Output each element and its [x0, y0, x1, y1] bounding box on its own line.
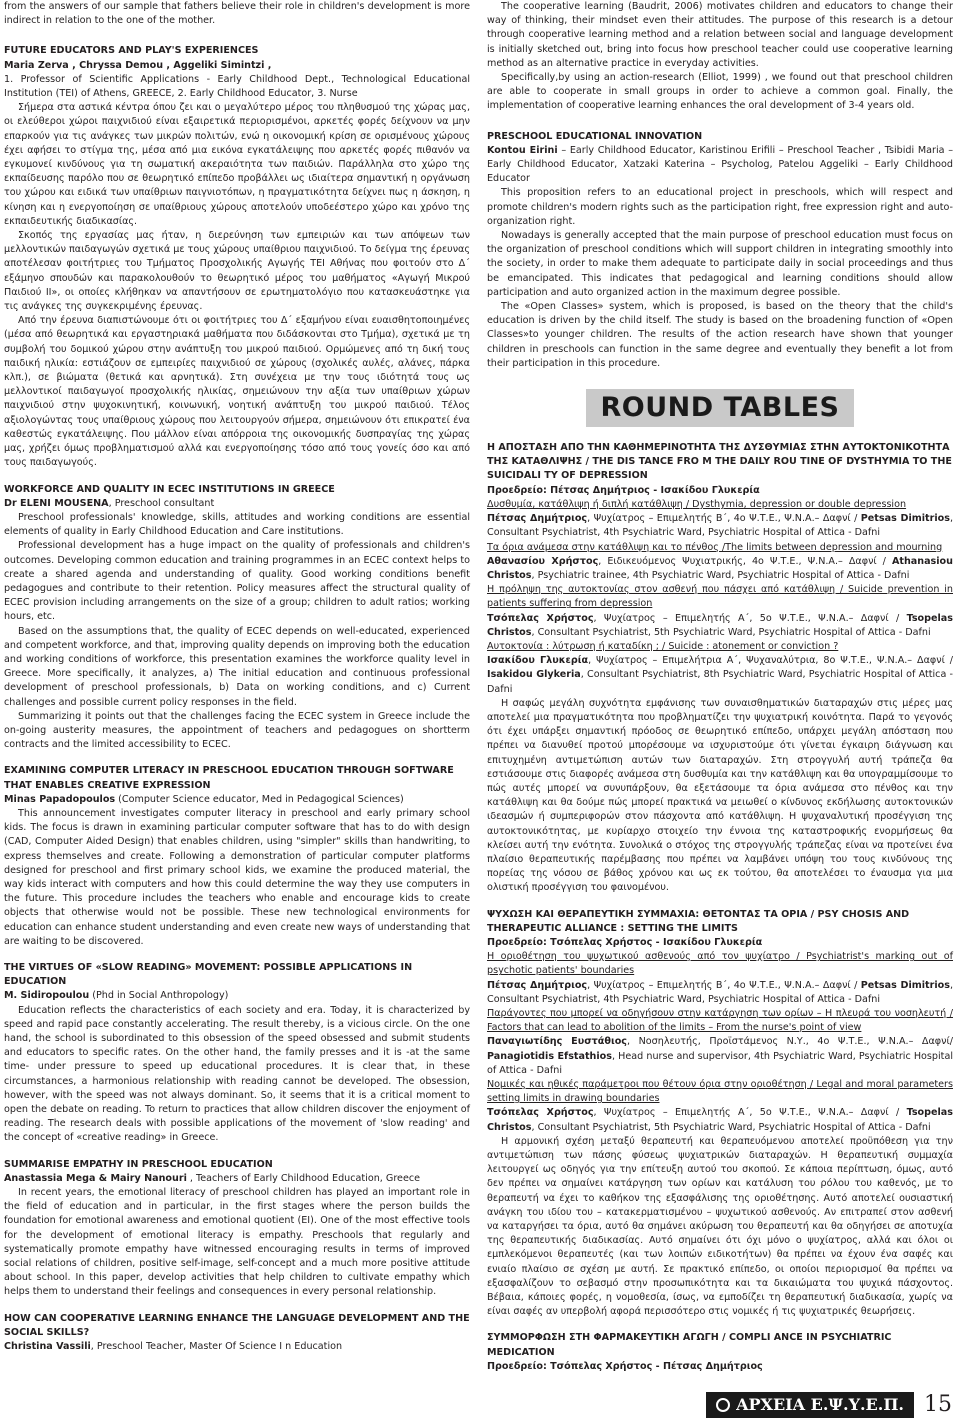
journal-logo [706, 1392, 914, 1418]
speaker-role-en: , Psychiatric trainee, 4th Psychiatric Ward, Psychiatric Hospital of Attica - Dafni [531, 569, 910, 581]
left-column [4, 0, 470, 1354]
right-column [487, 0, 953, 1374]
section-authors [4, 793, 470, 807]
paragraph: This announcement investigates computer literacy in preschool and early primary school kids. The focus is drawn in examining particular computer software that has to do with design (CAD, Computer Aided Design) that enables children, using "simpler" skills than handwriting, to express themselves and create. Following a demonstration of particular computer platforms designed for preschool and first primary school kids, we examine the produced material, the way kids interact with computers and how this could determine the way they use computers in the future. This procedure includes the teachers who enable and encourage kids to create objects that otherwise would not be possible. These new technological environments for education can enhance student understanding and even create new ways of understanding that are waiting to be discovered. [4, 807, 470, 947]
round-table-chairs: Προεδρείο: Τσόπελας Χρήστος - Πέτσας Δημήτριος [487, 1360, 763, 1372]
round-table-title: ΣΥΜΜΟΡΦΩΣΗ ΣΤΗ ΦΑΡΜΑΚΕΥΤΙΚΗ ΑΓΩΓΗ / COMPLI ANCE IN PSYCHIATRIC MEDICATION [487, 1332, 892, 1358]
author-role: (Phd in Social Anthropology) [89, 990, 229, 1002]
author-role: (Computer Science educator, Med in Pedagogical Sciences) [115, 793, 404, 805]
talk-title: Η πρόληψη της αυτοκτονίας στον ασθενή που πάσχει από κατάθλιψη / Suicide prevention in patients suffering from depression [487, 584, 953, 610]
talk-speaker [487, 654, 953, 697]
round-table-chairs: Προεδρείο: Πέτσας Δημήτριος - Ισακίδου Γλυκερία [487, 484, 760, 496]
talk-speaker [487, 1106, 953, 1134]
section-authors [487, 144, 953, 187]
speaker-name-en: Panagiotidis Efstathios [487, 1050, 612, 1062]
section-title: EXAMINING COMPUTER LITERACY IN PRESCHOOL EDUCATION THROUGH SOFTWARE THAT ENABLES CREATIVE EXPRESSION [4, 765, 454, 791]
talk-speaker [487, 979, 953, 1007]
page-footer [706, 1392, 952, 1418]
speaker-name-en: Athanasiou Christos [487, 555, 953, 581]
speaker-role-en: , Head nurse and supervisor, 4th Psychiatric Ward, Psychiatric Hospital of Attica - Dafni [487, 1050, 953, 1076]
speaker-name-gr: Παναγιωτίδης Ευστάθιος [487, 1036, 627, 1048]
speaker-role-en: , Consultant Psychiatrist, 5th Psychiatric Ward, Psychiatric Hospital of Attica - Dafni [531, 1121, 931, 1133]
talk-speaker [487, 612, 953, 640]
speaker-role-gr: , Ψυχίατρος – Επιμελητής Β΄, 4ο Ψ.Τ.Ε., Ψ.Ν.Α.– Δαφνί / [587, 979, 861, 991]
section-title: THE VIRTUES OF «SLOW READING» MOVEMENT: POSSIBLE APPLICATIONS IN EDUCATION [4, 962, 413, 988]
paragraph: Specifically,by using an action-research (Elliot, 1999) , we found out that preschool children are able to cooperate in small groups in order to achieve a common goal. Finally, the implementation of cooperative learning enhances the oral development of 3-4 years old. [487, 72, 953, 112]
speaker-name-gr: Πέτσας Δημήτριος [487, 513, 588, 525]
talk-title: Αυτοκτονία : λύτρωση ή καταδίκη ; / Suicide : atonement or conviction ? [487, 640, 839, 652]
paragraph: Σκοπός της εργασίας μας ήταν, η διερεύνηση των εμπειριών και των απόψεων των μελλοντικών παιδαγωγών σχετικά με τους χώρους υπαίθριου παιχνιδιού. Το δείγμα της έρευνας αποτέλεσαν φοιτήτριες του Τμήματος Προσχολικής Αγωγής ΤΕΙ Αθήνας που φοιτούν στο Δ΄ εξάμηνο σπουδών και παρακολουθούν το θεωρητικό μέρος του μαθήματος «Αγωγή Μικρού Παιδιού ΙΙ», οι οποίες κλήθηκαν να απαντήσουν σε ερωτηματολόγιο που κατασκευάστηκε για τις ανάγκες της συγκεκριμένης έρευνας. [4, 230, 471, 313]
section-title: FUTURE EDUCATORS AND PLAY'S EXPERIENCES [4, 45, 259, 57]
author-role: , Teachers of Early Childhood Education, Greece [186, 1172, 421, 1184]
author-role: , Preschool consultant [108, 497, 215, 509]
paragraph: Η σαφώς μεγάλη συχνότητα εμφάνισης των συναισθηματικών διαταραχών στις μέρες μας αποτελεί μια πραγματικότητα που προβληματίζει την ψυχιατρική κοινότητα. Παρά το γεγονός ότι έχει υπάρξει σημαντική πρόοδος σε θεωρητικό επίπεδο, υπάρχει μεγάλη απόσταση που πρέπει να διανυθεί προτού μπορέσουμε να ισχυριστούμε ότι γίνεται έγκαιρη διάγνωση και επιτυχημένη αντιμετώπιση αυτών των διαταραχών. Στη στρογγυλή αυτή τράπεζα θα εστιάσουμε στις διαφορές ανάμεσα στη δυσθυμία και την κατάθλιψη και θα υπογραμμίσουμε το πώς αυτές μπορεί να συνυπάρξουν, θα εξετάσουμε τα όρια ανάμεσα στο πένθος και την κατάθλιψη και θα δούμε πώς μπορεί πρακτικά να μειωθεί ο κίνδυνος εκδήλωσης αυτοκτονικών ιδεασμών ή συμπεριφορών στον πάσχοντα από κατάθλιψη. Η ψυχαναλυτική προσέγγιση της αυτοκτονικότητας, με κυρίαρχο στοιχείο την έννοια της καταστροφικής ενορμήσεως θα κλείσει αυτή την ενότητα. Συνολικά ο στόχος της στρογγυλής τράπεζας είναι να προτείνει ένα πλαίσιο θεραπευτικής παρέμβασης που πρέπει να λαμβάνει υπόψη του τους κινδύνους της πορείας της νόσου σε βάθος χρόνου και ως εκ τούτου, θα αποτελέσει το έναυσμα για μια ολιστική προσέγγιση του φαινομένου. [487, 697, 953, 894]
speaker-role-gr: , Νοσηλευτής, Προϊστάμενος Ν.Υ., 4ο Ψ.Τ.Ε., Ψ.Ν.Α.– Δαφνί/ [627, 1036, 953, 1048]
author-name: Dr ELENI MOUSENA [4, 497, 109, 509]
paragraph: Based on the assumptions that, the quality of ECEC depends on well-educated, experienced and competent workforce, and that, improving quality depends on improving both the education and working conditions of workforce, this presentation examines the workforce quality level in Greece. More specifically, it analyzes, a) The initial education and continuous professional development of preschool professionals, b) Data on working conditions, and c) Current challenges and possible current policy responses in the field. [4, 625, 470, 708]
speaker-name-gr: Τσόπελας Χρήστος [487, 1107, 594, 1119]
paragraph: Preschool professionals' knowledge, skills, attitudes and working conditions are essential elements of quality in Early Childhood Education and Care institutions. [4, 511, 470, 538]
speaker-name-gr: Αθανασίου Χρήστος [487, 555, 599, 567]
talk-speaker [487, 555, 953, 583]
paragraph: The cooperative learning (Baudrit, 2006) motivates children and educators to change their way of thinking, their mindset even their attitudes. The purpose of this research is a detour through cooperative learning method and a relation between social and language development is initially sketched out, bring into focus how preschool teacher could use cooperative learning method as an alternative practice in everyday activities. [487, 1, 953, 69]
speaker-role-gr: , Ψυχίατρος – Επιμελητής Α΄, 5ο Ψ.Τ.Ε., Ψ.Ν.Α.– Δαφνί / [593, 612, 907, 624]
speaker-role-en: , Consultant Psychiatrist, 8th Psychiatric Ward, Psychiatric Hospital of Attica - Dafni [487, 669, 953, 695]
round-table-chairs: Προεδρείο: Τσόπελας Χρήστος - Ισακίδου Γλυκερία [487, 936, 763, 948]
round-table-title: Η ΑΠΟΣΤΑΣΗ ΑΠΟ ΤΗΝ ΚΑΘΗΜΕΡΙΝΟΤΗΤΑ ΤΗΣ ΔΥΣΘΥΜΙΑΣ ΣΤΗΝ ΑΥΤΟΚΤΟΝΙΚΟΤΗΤΑ ΤΗΣ ΚΑΤΑΘΛΙΨΗΣ / THE DIS TANCE FRO M THE DAILY ROU TINE OF DYSTHYMIA TO THE SUICIDALI TY OF DEPRESSION [487, 442, 952, 482]
speaker-name-gr: Τσόπελας Χρήστος [487, 612, 594, 624]
talk-title: Νομικές και ηθικές παράμετροι που θέτουν όρια στην οριοθέτηση / Legal and moral parameters setting limits in drawing boundaries [487, 1079, 953, 1105]
section-authors [4, 989, 470, 1003]
author-name: Christina Vassili [4, 1341, 91, 1353]
author-name: Anastassia Mega & Mairy Nanouri [4, 1172, 187, 1184]
paragraph: In recent years, the emotional literacy of preschool children has played an important role in the field of education and in particular, in the first stages where the person builds the foundation for emotional awareness and emotional quotient (EI). One of the most effective tools for the development of emotional literacy is empathy. Preschools that regularly and systematically promote empathy have witnessed encouraging results in terms of improved social relations of children, positive self-image, self-concept and a much more positive attitude about school. In this paper, develop activities that help children to cultivate empathy which helps them to understand their feelings and consequences in every personal relationship. [4, 1187, 470, 1298]
section-authors [4, 1172, 470, 1186]
speaker-name-en: Isakidou Glykeria [487, 669, 581, 681]
section-authors: Maria Zerva , Chryssa Demou , Aggeliki Simintzi , [4, 59, 272, 71]
section-title: HOW CAN COOPERATIVE LEARNING ENHANCE THE LANGUAGE DEVELOPMENT AND THE SOCIAL SKILLS? [4, 1312, 470, 1338]
section-affiliation: 1. Professor of Scientific Applications - Early Childhood Dept., Technological Educational Institution (TEI) of Athens, GREECE, 2. Early Childhood Educator, 3. Nurse [4, 73, 470, 100]
speaker-name-en: Petsas Dimitrios [860, 513, 950, 525]
talk-speaker [487, 1035, 953, 1078]
section-title: PRESCHOOL EDUCATIONAL INNOVATION [487, 130, 703, 142]
paragraph: Summarizing it points out that the challenges facing the ECEC system in Greece include the on-going austerity measures, the appointment of teachers and pedagogues on shortterm contracts and the limited accessibility to ECEC. [4, 710, 470, 751]
author-name: Kontou Eirini [487, 144, 558, 156]
speaker-role-en: , Consultant Psychiatrist, 4th Psychiatric Ward, Psychiatric Hospital of Attica - Dafni [487, 979, 954, 1005]
talk-title: Η οριοθέτηση του ψυχωτικού ασθενούς από τον ψυχίατρο / Psychiatrist's marking out of psychotic patients' boundaries [487, 951, 953, 977]
round-tables-banner: ROUND TABLES [586, 389, 854, 427]
author-name: Minas Papadopoulos [4, 793, 116, 805]
speaker-name-gr: Πέτσας Δημήτριος [487, 979, 588, 991]
paragraph: Από την έρευνα διαπιστώνουμε ότι οι φοιτήτριες του Δ΄ εξαμήνου είναι ευαισθητοποιημένες (μέσα από θεωρητικά και εργαστηριακά μαθήματα που διδάσκονται στο Τμήμα), σχετικά με τη συμβολή του δομικού χώρου στην ανάπτυξη του μικρού παιδιού. Ορμώμενες από τη δική τους παιδική ηλικία: εστιάζουν σε εμπειρίες παιχνιδιού σε χώρους (σχολικές αυλές, αλάνες, πάρκα κλπ.), σε βιώματα (θετικά και αρνητικά). Στη συνέχεια με την τους ιδιότητά τους ως μελλοντικοί παιδαγωγοί προσχολικής ηλικίας, σημειώνουν την αξία των υπαίθριων χώρων παιχνιδιού στην ψυχοκινητική, κοινωνική, νοητική ανάπτυξη του μικρού παιδιού. Τέλος αξιολογώντας τους υπαίθριους χώρους που λειτουργούν σήμερα, σημειώνουν ότι επικρατεί ένα καθεστώς εγκατάλειψης. Που μάλλον είναι απόρροια της οικονομικής δυσπραγίας της χώρας μας, χρήζει όμως προβληματισμού αλλά και ενεργοποίησης τόσο από τους γονείς όσο και από τους παιδαγωγούς. [4, 315, 470, 469]
section-title: SUMMARISE EMPATHY IN PRESCHOOL EDUCATION [4, 1158, 273, 1170]
speaker-role-en: , Consultant Psychiatrist, 5th Psychiatric Ward, Psychiatric Hospital of Attica - Dafni [531, 626, 931, 638]
speaker-role-gr: , Ψυχίατρος – Επιμελητής Β΄, 4ο Ψ.Τ.Ε., Ψ.Ν.Α.– Δαφνί / [587, 513, 861, 525]
speaker-role-gr: , Ειδικευόμενος Ψυχιατρικής, 4ο Ψ.Τ.Ε., Ψ.Ν.Α.– Δαφνί / [598, 555, 892, 567]
paragraph: This proposition refers to an educational project in preschools, which will respect and promote children's modern rights such as the participation right, free expression right and auto-organization right. [487, 187, 953, 227]
talk-speaker [487, 512, 953, 540]
speaker-role-gr: , Ψυχίατρος – Επιμελήτρια Α΄, Ψυχαναλύτρια, 8ο Ψ.Τ.Ε., Ψ.Ν.Α.– Δαφνί / [588, 655, 953, 667]
section-title: WORKFORCE AND QUALITY IN ECEC INSTITUTIONS IN GREECE [4, 483, 335, 495]
speaker-name-en: Tsopelas Christos [487, 612, 953, 638]
section-authors [4, 1340, 470, 1354]
paragraph: Σήμερα στα αστικά κέντρα όπου ζει και ο μεγαλύτερο μέρος του πληθυσμού της χώρας μας, οι ελεύθεροι χώροι παιχνιδιού είναι εξαιρετικά περιορισμένοι, αρκετές φορές δείχνουν να μην επαρκούν για τις ανάγκες των μικρών πολιτών, ενώ η οικονομική κρίση σε ορισμένους χώρους έχει αφήσει το στίγμα της, μέσα από μια εικόνα εγκατάλειψης που αρκετές φορές πιθανόν να εγκυμονεί κινδύνους για τη σωματική ακεραιότητα των παιδιών. Παράλληλα στο χώρο της εκπαίδευσης παρόλο που σε θεωρητικό επίπεδο προβάλλει ως ιδιαίτερα σημαντική η οργάνωση του χώρου και ειδικά των υπαίθριων παιγνιοτόπων, η πραγματικότητα δείχνει πως η άσκηση, η κίνηση και η ενεργοποίηση σε υπαίθριους χώρους αποτελούν υποδεέστερο χώρο και χρόνο της εκπαιδευτικής διαδικασίας. [4, 102, 470, 227]
author-role: , Preschool Teacher, Master Of Science I n Education [90, 1341, 343, 1353]
paragraph: Η αρμονική σχέση μεταξύ θεραπευτή και θεραπευόμενου αποτελεί προϋπόθεση για την αντιμετώπιση των πάσης φύσεως ψυχιατρικών διαταραχών. Η θεραπευτική συμμαχία λειτουργεί ως οδηγός για την επίτευξη αυτού του σκοπού. Σε κάποια περίπτωση, όμως, αυτό δεν πρέπει να σημαίνει κατάργηση των ορίων και κατάλυση του ρόλου του καθενός, με το θεραπευτή να έχει το καθήκον της εξασφάλισης της οριοθέτησης. Αυτό αποτελεί ουσιαστική ανάγκη του ιδίου του – κατακερματισμένου – ψυχωτικού ασθενούς. Αν επιτραπεί στον ασθενή να καταργήσει τα όρια, αυτό θα σημάνει ακύρωση του θεραπευτή και θα οδηγήσει σε αποτυχία της θεραπευτικής διαδικασίας. Αυτό σημαίνει ότι όχι μόνο ο ψυχίατρος, αλλά και όλοι οι εμπλεκόμενοι θεραπευτές (και των λοιπών ειδικοτήτων) θα πρέπει να έχουν ένα σαφές και ενιαίο πλαίσιο σε σχέση με αυτή. Σε πρακτικό επίπεδο, οι οποίοι περιορισμοί θα πρέπει να εξασφαλίζουν το σεβασμό στην προσωπικότητα και τα δικαιώματα του ψυχικά πάσχοντος. Βέβαια, κάποιες φορές, η νομοθεσία, ίσως, να εμποδίζει τη θεραπευτική διαδικασία, χωρίς να είναι σαφές αν υπερβολή αφορά περισσότερο στις νομικές ή τις ψυχιατρικές θεωρήσεις. [487, 1135, 953, 1318]
page-number: 15 [924, 1391, 952, 1417]
speaker-role-gr: , Ψυχίατρος – Επιμελητής Α΄, 5ο Ψ.Τ.Ε., Ψ.Ν.Α.– Δαφνί / [593, 1107, 907, 1119]
journal-logo-text: ΑΡΧΕΙΑ Ε.Ψ.Υ.Ε.Π. [736, 1395, 904, 1414]
author-name: M. Sidiropoulou [4, 990, 90, 1002]
talk-title: Παράγοντες που μπορεί να οδηγήσουν στην κατάργηση των ορίων – Η πλευρά του νοσηλευτή / Factors that can lead to abolition of the limits – From the nurse's point of view [487, 1008, 953, 1034]
talk-title: Τα όρια ανάμεσα στην κατάθλιψη και το πένθος /The limits between depression and mourning [487, 541, 943, 553]
speaker-name-en: Petsas Dimitrios [860, 979, 950, 991]
intro-paragraph: from the answers of our sample that fathers believe their role in children's development is more indirect in relation to the one of the mother. [4, 1, 470, 27]
talk-title: Δυσθυμία, κατάθλιψη ή διπλή κατάθλιψη / Dysthymia, depression or double depression [487, 498, 907, 510]
speaker-role-en: , Consultant Psychiatrist, 4th Psychiatric Ward, Psychiatric Hospital of Attica - Dafni [487, 513, 954, 539]
paragraph: Professional development has a huge impact on the quality of professionals and children's outcomes. Developing common education and training programmes in an ECEC context helps to create a shared agenda and understanding of quality. Good working conditions benefit pedagogues and contribute to their retention. Policy measures affect the structural quality of ECEC provision including arrangements on the size of a group; children to adult ratios; working hours, etc. [4, 540, 470, 623]
logo-emblem-icon [716, 1398, 730, 1412]
speaker-name-gr: Ισακίδου Γλυκερία [487, 655, 589, 667]
speaker-name-en: Tsopelas Christos [487, 1107, 953, 1133]
paragraph: The «Open Classes» system, which is proposed, is based on the theory that the child's education is driven by the child itself. The study is based on the broadening function of «Open Classes»to younger children. The results of the action research have shown that younger children in preschools can function in the same degree and eventually they benefit a lot from their participation in this procedure. [487, 301, 953, 369]
round-table-title: ΨΥΧΩΣΗ ΚΑΙ ΘΕΡΑΠΕΥΤΙΚΗ ΣΥΜΜΑΧΙΑ: ΘΕΤΟΝΤΑΣ ΤΑ ΟΡΙΑ / PSY CHOSIS AND THERAPEUTIC ALLIANCE : SETTING THE LIMITS [487, 908, 910, 934]
section-authors [4, 497, 470, 511]
author-role: – Early Childhood Educator, Karistinou Erifili – Preschool Teacher , Tsibidi Maria – Early Childhood Educator, Xatzaki Katerina – Psycholog, Patelou Aggeliki – Early Childhood Educator [487, 144, 954, 185]
paragraph: Education reflects the characteristics of each society and era. Today, it is characterized by speed and rapid pace constantly accelerating. The result thereby, is a vicious circle. On the one hand, the school is subordinated to this obsession of the speed obsessed and submit students and educators to specific rates. On the other hand, the family presses and it is -at the same time- under pressure to speed up educational procedures. It is clear that, in these circumstances, a harmonious relationship with reading cannot be developed. The obsession, however, with the speed was not always dominant. So, it seems that it is a critical moment to open the debate on reading. To return to practices that allow children discover the enjoyment of reading. The research deals with possible applications of the movement of 'slow reading' and the concept of «creative reading» in Greece. [4, 1004, 470, 1144]
paragraph: Nowadays is generally accepted that the main purpose of preschool education must focus on the organization of preschool conditions which will support children in integrating smoothly into the society, in order to make them adequate to participate daily in social proceedings and thus be emancipated. This indicates that pedagogical and learning conditions should allow participation and auto organized action in the maximum degree possible. [487, 230, 953, 298]
